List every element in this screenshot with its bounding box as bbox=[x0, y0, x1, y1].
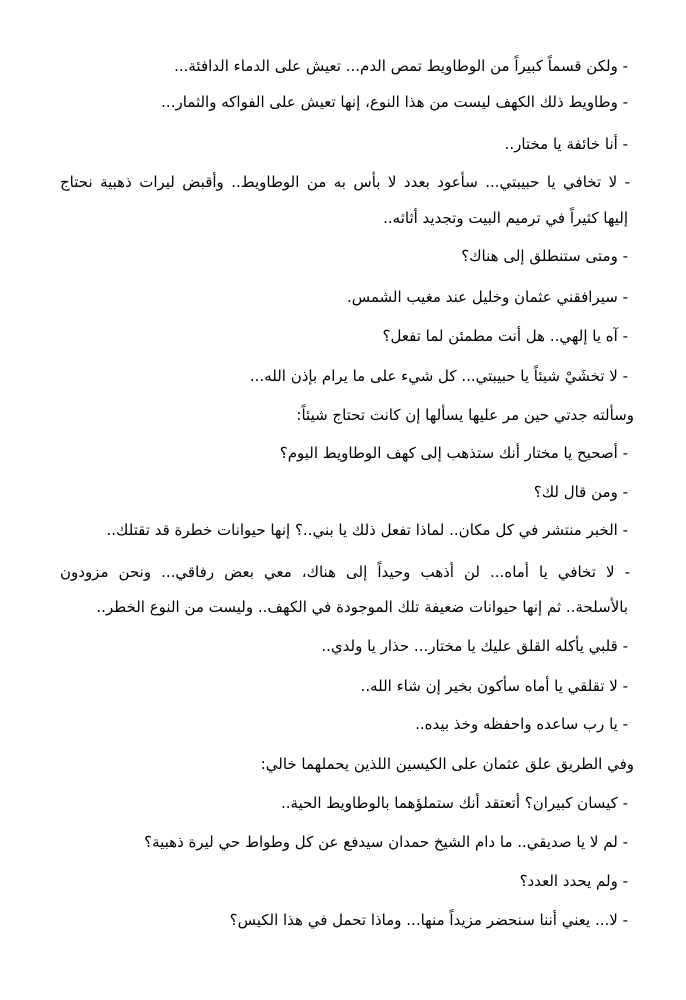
text-line: - لا تقلقي يا أماه سأكون بخير إن شاء الله.. bbox=[360, 677, 628, 695]
text-line: إليها كثيراً في ترميم البيت وتجديد أثاثه.. bbox=[383, 209, 628, 227]
text-line: وسألته جدتي حين مر عليها يسألها إن كانت تحتاج شيئاً: bbox=[296, 406, 634, 424]
text-line: - لم لا يا صديقي.. ما دام الشيخ حمدان سيدفع عن كل وطواط حي ليرة ذهبية؟ bbox=[144, 833, 628, 851]
text-line: - ومن قال لك؟ bbox=[533, 483, 628, 501]
text-line: - لا تخشَيْ شيئاً يا حبيبتي... كل شيء على ما يرام بإذن الله... bbox=[249, 367, 628, 385]
text-line: - وطاويط ذلك الكهف ليست من هذا النوع، إنها تعيش على الفواكه والثمار... bbox=[161, 93, 628, 111]
text-line: وفي الطريق علق عثمان على الكيسين اللذين يحملهما خالي: bbox=[260, 755, 634, 773]
text-line: - أنا خائفة يا مختار.. bbox=[504, 135, 628, 153]
text-line: - لا تخافي يا أماه... لن أذهب وحيداً إلى هناك، معي بعض رفاقي... ونحن مزودون bbox=[60, 563, 630, 581]
text-line: - يا رب ساعده واحفظه وخذ بيده.. bbox=[415, 715, 628, 733]
text-line: - لا تخافي يا حبيبتي... سأعود بعدد لا بأس به من الوطاويط.. وأقبض ليرات ذهبية نحتاج bbox=[60, 173, 630, 191]
text-line: - سيرافقني عثمان وخليل عند مغيب الشمس. bbox=[346, 288, 628, 306]
text-line: بالأسلحة.. ثم إنها حيوانات ضعيفة تلك الموجودة في الكهف.. وليست من النوع الخطر.. bbox=[96, 598, 628, 616]
text-line: - قلبي يأكله القلق عليك يا مختار... حذار يا ولدي.. bbox=[321, 637, 628, 655]
text-line: - أصحيح يا مختار أنك ستذهب إلى كهف الوطاويط اليوم؟ bbox=[279, 444, 628, 462]
text-line: - آه يا إلهي.. هل أنت مطمئن لما تفعل؟ bbox=[382, 327, 628, 345]
text-line: - الخبر منتشر في كل مكان.. لماذا تفعل ذلك يا بني..؟ إنها حيوانات خطرة قد تقتلك.. bbox=[106, 521, 628, 539]
text-line: - لا... يعني أننا سنحضر مزيداً منها... وماذا تحمل في هذا الكيس؟ bbox=[229, 911, 628, 929]
text-line: - ولم يحدد العدد؟ bbox=[519, 872, 628, 890]
text-line: - كيسان كبيران؟ أتعتقد أنك ستملؤهما بالوطاويط الحية.. bbox=[281, 794, 628, 812]
text-line: - ولكن قسماً كبيراً من الوطاويط تمص الدم... تعيش على الدماء الدافئة... bbox=[174, 57, 628, 75]
text-line: - ومتى ستنطلق إلى هناك؟ bbox=[461, 247, 628, 265]
